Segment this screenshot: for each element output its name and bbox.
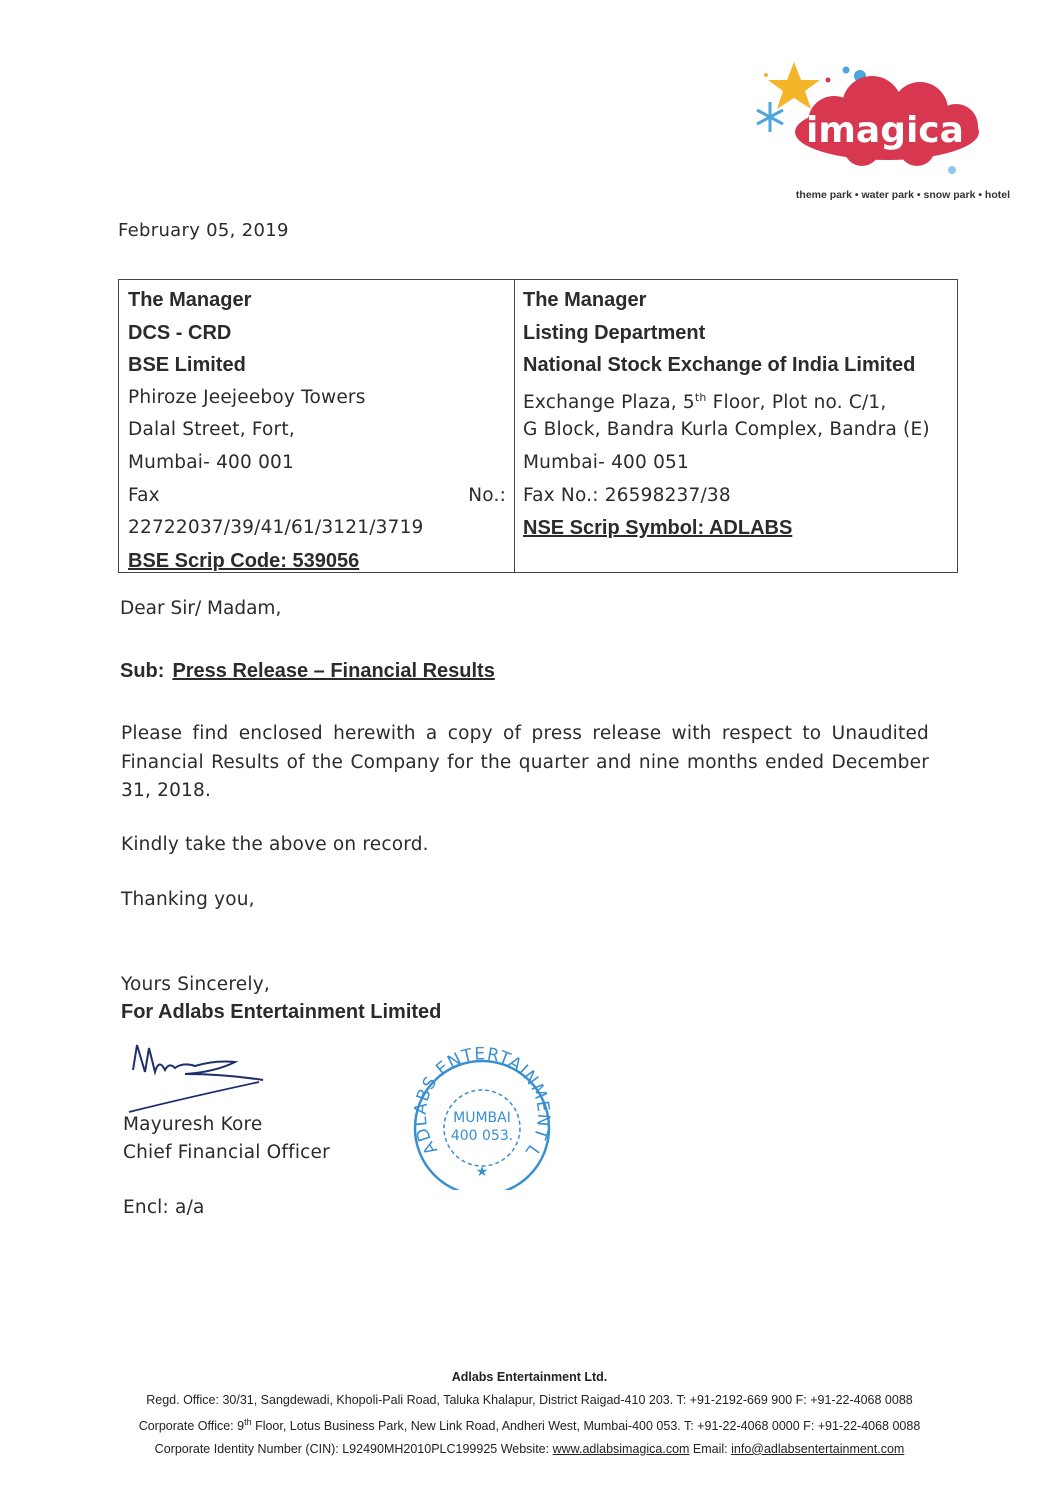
seal-pin: 400 053.: [450, 1128, 514, 1144]
letter-date: February 05, 2019: [118, 220, 289, 241]
imagica-logo: [742, 40, 1012, 210]
subject-label: Sub:: [120, 660, 165, 682]
closing-line: Yours Sincerely,: [121, 974, 270, 995]
footer-corp-a: Corporate Office: 9: [138, 1419, 245, 1434]
footer-corp-sup: th: [244, 1417, 252, 1427]
bse-line4: Phiroze Jeejeeboy Towers: [128, 386, 366, 408]
nse-line6: Mumbai- 400 051: [523, 451, 689, 473]
letterhead-footer: [20, 1366, 1039, 1460]
seal-city: MUMBAI: [453, 1110, 511, 1126]
footer-corp-b: Floor, Lotus Business Park, New Link Road, Andheri West, Mumbai-400 053. T: +91-22-4068 0000 F: +91-22-4068 0088: [251, 1419, 921, 1434]
nse-scrip-symbol: NSE Scrip Symbol: ADLABS: [523, 517, 793, 540]
bse-fax-row: [128, 480, 514, 513]
nse-line5: G Block, Bandra Kurla Complex, Bandra (E): [523, 419, 930, 441]
signature: [125, 1040, 275, 1120]
company-signoff: For Adlabs Entertainment Limited: [121, 1001, 442, 1023]
body-paragraph: Please find enclosed herewith a copy of press release with respect to Unaudited Financial Results of the Company for the quarter and nine months ended December 31, 2018.: [121, 723, 929, 801]
nse-line3: National Stock Exchange of India Limited: [523, 354, 916, 377]
nse-line4-b: Floor, Plot no. C/1,: [706, 391, 887, 413]
nse-line2: Listing Department: [523, 321, 706, 344]
bse-line1: The Manager: [128, 289, 252, 311]
bse-fax-numbers: 22722037/39/41/61/3121/3719: [128, 517, 424, 539]
footer-email-label: Email:: [689, 1441, 732, 1456]
footer-company: Adlabs Entertainment Ltd.: [451, 1370, 608, 1384]
bse-line3: BSE Limited: [128, 354, 246, 377]
star-icon: [768, 62, 820, 109]
record-line: Kindly take the above on record.: [121, 834, 429, 855]
bse-fax-no: No.:: [468, 484, 506, 506]
salutation: Dear Sir/ Madam,: [120, 598, 282, 619]
thanks-line: Thanking you,: [121, 889, 255, 910]
subject-line: [120, 660, 495, 683]
enclosure-line: Encl: a/a: [123, 1197, 205, 1218]
nse-addressee: [515, 280, 957, 572]
nse-line1: The Manager: [523, 289, 647, 311]
bse-fax-label: Fax: [128, 484, 160, 506]
bse-line5: Dalal Street, Fort,: [128, 419, 295, 441]
logo-tagline: theme park • water park • snow park • hotel: [795, 189, 1010, 201]
nse-fax: Fax No.: 26598237/38: [523, 484, 731, 506]
nse-line4-sup: th: [694, 390, 707, 404]
nse-line4-a: Exchange Plaza, 5: [523, 391, 695, 413]
footer-cin: [20, 1438, 1039, 1461]
footer-regd-office: Regd. Office: 30/31, Sangdewadi, Khopoli-Pali Road, Taluka Khalapur, District Raigad-410 203. T: +91-2192-669 900 F: +91-22-4068 0088: [146, 1392, 913, 1407]
seal-ring-text: ADLABS ENTERTAINMENT L: [410, 1044, 554, 1161]
footer-corporate-office: [20, 1411, 1039, 1438]
nse-line4: [523, 382, 957, 415]
brand-wordmark: imagica: [806, 110, 964, 151]
footer-cin-text: Corporate Identity Number (CIN): L92490MH2010PLC199925 Website:: [154, 1441, 553, 1456]
signatory-title: Chief Financial Officer: [123, 1142, 330, 1163]
email-link[interactable]: info@adlabsentertainment.com: [731, 1441, 905, 1456]
subject-text: Press Release – Financial Results: [172, 660, 495, 682]
seal-star-icon: ★: [475, 1164, 489, 1180]
company-seal: [408, 1040, 554, 1190]
bse-scrip-code: BSE Scrip Code: 539056: [128, 549, 360, 572]
bse-addressee: [119, 280, 515, 572]
bse-line2: DCS - CRD: [128, 321, 232, 344]
website-link[interactable]: www.adlabsimagica.com: [552, 1441, 690, 1456]
addressee-table: [118, 279, 958, 573]
signatory-name: Mayuresh Kore: [123, 1114, 263, 1135]
bse-line6: Mumbai- 400 001: [128, 451, 294, 473]
